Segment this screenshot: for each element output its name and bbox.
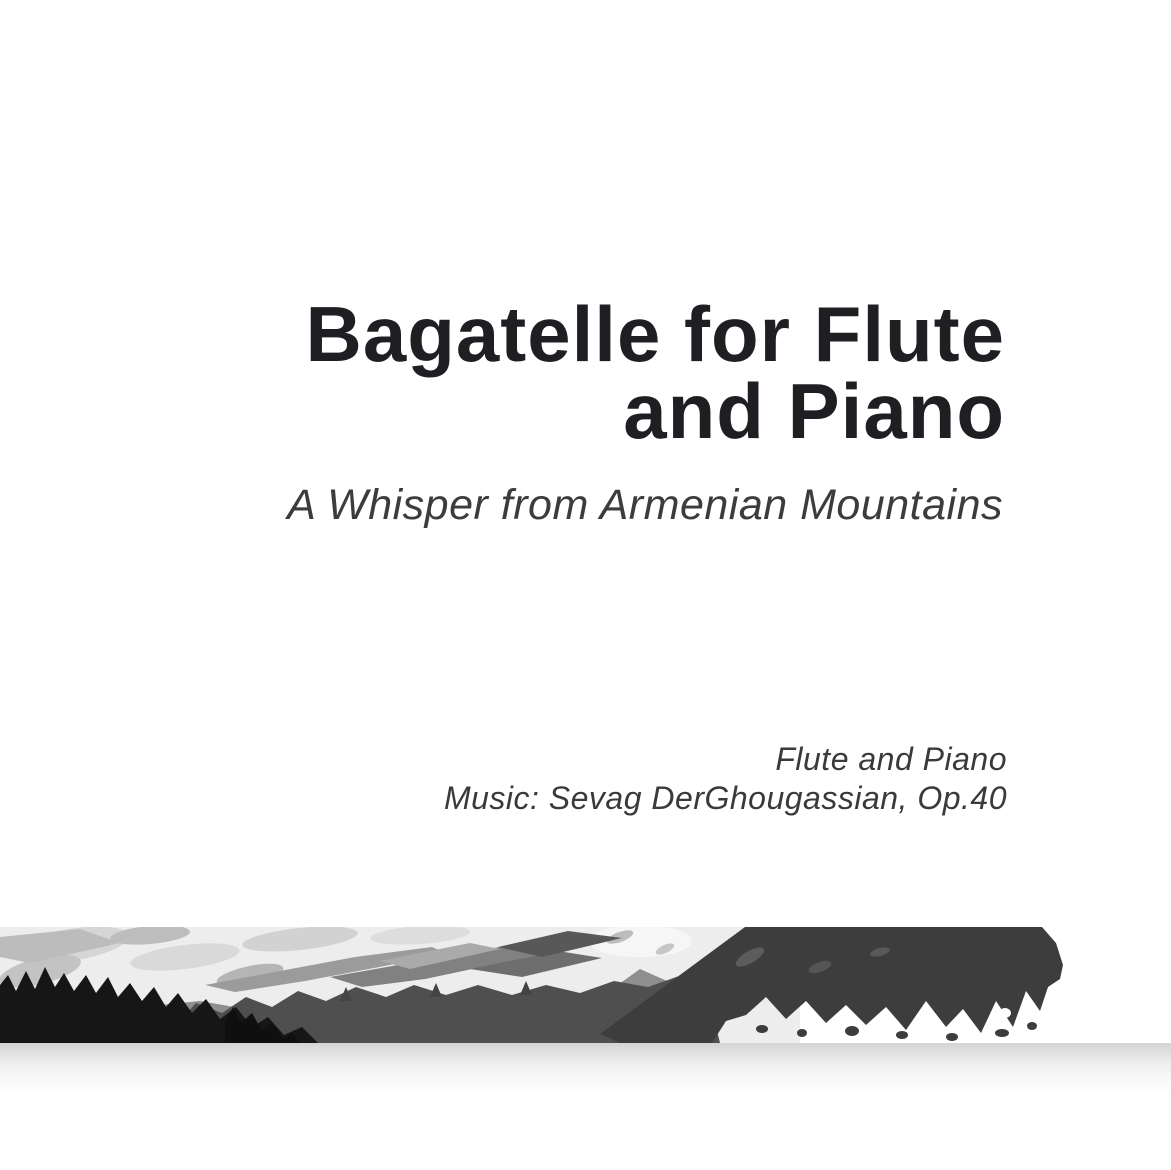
page-title (105, 290, 1005, 456)
composer-line: Music: Sevag DerGhougassian, Op.40 (443, 780, 1007, 816)
title-line-1: Bagatelle for Flute (305, 290, 1005, 379)
instrumentation-line: Flute and Piano (775, 741, 1007, 777)
artwork-drop-shadow (0, 1043, 1171, 1093)
subtitle: A Whisper from Armenian Mountains (287, 481, 1003, 529)
mountain-artwork-image (0, 927, 1171, 1043)
credits-block (107, 740, 1007, 818)
title-line-2: and Piano (623, 367, 1005, 456)
mountain-forest-illustration (0, 927, 1171, 1043)
